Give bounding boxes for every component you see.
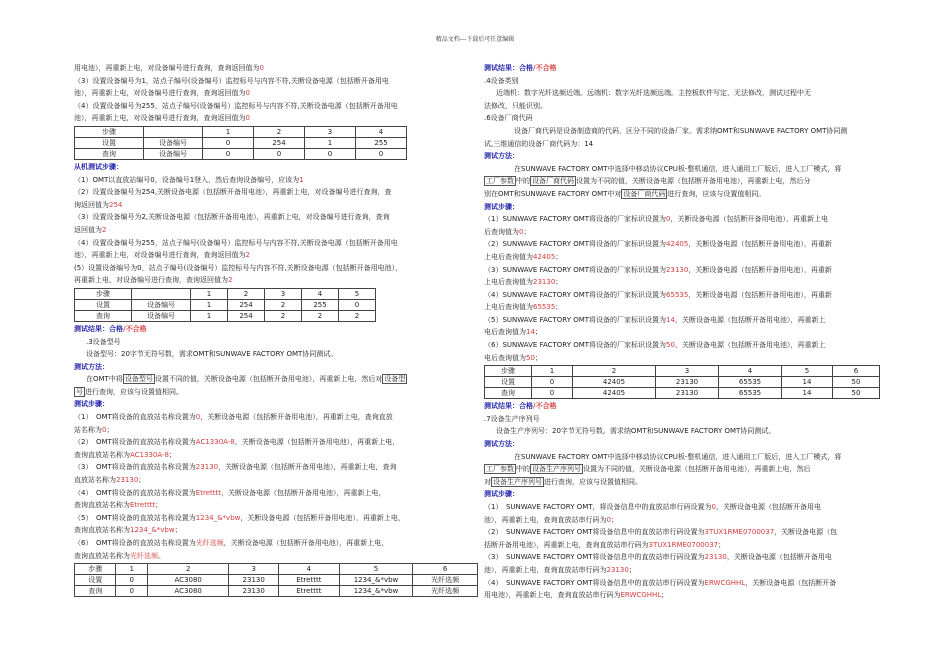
table-header-row [485, 366, 880, 377]
table-row [75, 299, 376, 310]
table-cell: 0 [116, 586, 148, 597]
paragraph-line: 设备型号：20字节无符号数，需求OMT和SUNWAVE FACTORY OMT协同测试。 [86, 350, 338, 359]
step-line: （4） OMT将设备的直放站名称设置为Etretttt，关断设备电源（包括断开备用电池），再重新上电， [74, 488, 386, 497]
table-row [75, 137, 407, 148]
step-line: 上电后查询值为42405； [484, 252, 563, 261]
paragraph-line: 池），再重新上电，对设备编号进行查询，查询返回值为0 [74, 89, 250, 98]
table-row [485, 377, 880, 388]
step-line: （3）SUNWAVE FACTORY OMT将设备的厂家标识设置为23130，关断设备电源（包括断开备用电池），再重新 [484, 265, 832, 274]
table-cell: 1 [191, 299, 228, 310]
table-cell: 3 [265, 288, 302, 299]
paragraph-line: （1）OMT以直放站编号0，设备编号1登入，然后查询设备编号，应该为1 [74, 175, 304, 184]
table-cell: 14 [782, 377, 833, 388]
table-cell: 254 [228, 310, 265, 321]
device-number-table [74, 126, 407, 160]
table-cell: 4 [719, 366, 782, 377]
table-cell: 3 [656, 366, 719, 377]
paragraph-line: 池），再重新上电，对设备编号进行查询，查询返回值为0 [74, 114, 250, 123]
paragraph-line: 询返回值为254 [74, 200, 123, 209]
step-line: （1） SUNWAVE FACTORY OMT，将设备信息中的直放站串行码设置为0，关断设备电源（包括断开备用电 [484, 503, 822, 511]
table-cell: 65535 [719, 388, 782, 399]
table-cell: 查询 [75, 586, 116, 597]
step-line: （4）SUNWAVE FACTORY OMT将设备的厂家标识设置为65535，关断设备电源（包括断开备用电池），再重新 [484, 290, 832, 299]
paragraph-line: 再重新上电，对设备编号进行查询，查询返回值为2 [74, 276, 233, 285]
method-label: 测试方法： [74, 362, 109, 371]
table-cell: 65535 [719, 377, 782, 388]
steps-label: 测试步骤： [484, 202, 519, 211]
test-result: 测试结果：合格/不合格 [484, 402, 557, 411]
step-line: 站名称为0； [74, 425, 114, 434]
table-cell: 23130 [656, 388, 719, 399]
table-cell: 0 [305, 148, 356, 159]
table-cell [132, 288, 191, 299]
paragraph-line: （4）设置设备编号为255，站点子编号(设备编号）监控标号与内容不符,关断设备电源（包括断开备用电 [74, 101, 398, 110]
table-cell: 4 [302, 288, 339, 299]
paragraph-line: 在SUNWAVE FACTORY OMT中选择中移动协议CPU板-整机通信，进入通用工厂版后，进入工厂模式，将 [514, 452, 842, 461]
table-cell: 查询 [75, 148, 144, 159]
table-cell: 5 [339, 288, 376, 299]
left-column [74, 62, 478, 598]
paragraph-line: 工厂参数 中的 设备生产序列号 设置为不同的值，关断设备电源（包括断开备用电池），再重新上电，然后 [486, 465, 811, 474]
step-line: 括断开备用电池），再重新上电，查询直放站串行码为3TUX1RME0700037； [484, 540, 726, 549]
page-header: 精品文档---下载后可任意编辑 [435, 36, 515, 43]
step-line: （5） OMT将设备的直放站名称设置为1234_&*vbw，关断设备电源（包括断开备用电池），再重新上电， [74, 513, 405, 522]
paragraph-line: 法修改，只能识别。 [484, 101, 547, 110]
step-line: （4） SUNWAVE FACTORY OMT将设备信息中的直放站串行码设置为ERWCGHHL，关断设备电源（包括断开备 [484, 578, 837, 587]
table-cell: 14 [782, 388, 833, 399]
table-cell: 0 [254, 148, 305, 159]
step-line: 查询直放站名称为AC1330A-8； [74, 450, 176, 459]
table-cell: 42405 [573, 377, 656, 388]
table-cell [144, 126, 203, 137]
table-cell: 4 [278, 564, 339, 575]
table-cell: Etretttt [278, 586, 339, 597]
step-line: （6）SUNWAVE FACTORY OMT将设备的厂家标识设置为50，关断设备电源（包括断开备用电池），再重新上 [484, 341, 826, 350]
table-cell: 0 [532, 377, 573, 388]
table-cell: 0 [356, 148, 407, 159]
step-line: 上电后查询值为23130； [484, 278, 563, 287]
step-line: （3） OMT将设备的直放站名称设置为23130，关断设备电源（包括断开备用电池），再重新上电，查询 [74, 463, 397, 472]
table-header-row [75, 564, 478, 575]
steps-label: 测试步骤： [484, 490, 519, 499]
table-cell: 2 [302, 310, 339, 321]
step-line: （2）SUNWAVE FACTORY OMT将设备的厂家标识设置为42405，关断设备电源（包括断开备用电池），再重新 [484, 240, 832, 249]
table-cell: 1 [191, 310, 228, 321]
table-cell: 设备编号 [132, 310, 191, 321]
step-line: 电后查询值为14； [484, 328, 542, 337]
table-cell: 1 [191, 288, 228, 299]
table-cell: 23130 [229, 575, 278, 586]
table-row [75, 575, 478, 586]
table-cell: 3 [229, 564, 278, 575]
right-column [484, 62, 884, 602]
paragraph-line: 设备厂商代码是设备制造商的代码，区分不同的设备厂家。需求纳OMT和SUNWAVE FACTORY OMT协同测 [514, 126, 848, 135]
table-cell: 1 [305, 137, 356, 148]
manufacturer-code-table [484, 365, 880, 399]
table-header-row [75, 288, 376, 299]
table-row [75, 310, 376, 321]
table-cell: 23130 [656, 377, 719, 388]
table-row [75, 586, 478, 597]
table-cell: 1234_&*vbw [339, 586, 412, 597]
method-label: 测试方法： [484, 440, 519, 449]
paragraph-line: 池），再重新上电，对设备编号进行查询，查询返回值为2 [74, 251, 250, 260]
table-cell: 6 [413, 564, 478, 575]
table-cell: 254 [254, 137, 305, 148]
paragraph-line: 近端机：数字光纤选频近端。远端机：数字光纤选频远端。主控板软件写定，无法修改，测试过程中无 [496, 89, 811, 98]
table-cell: 0 [532, 388, 573, 399]
table-cell: 1 [203, 126, 254, 137]
section-title: .6设备厂商代码 [484, 114, 533, 123]
paragraph-line: 号 进行查询，应该与设置值相同。 [76, 387, 183, 396]
table-cell: 光纤选频 [413, 586, 478, 597]
step-line: 查询直放站名称为1234_&*vbw； [74, 526, 182, 535]
table-cell: 查询 [485, 388, 532, 399]
paragraph-line: 对 设备生产序列号 进行查询，应该与设置值相同。 [484, 477, 642, 486]
table-cell: 0 [339, 299, 376, 310]
paragraph-line: 试,三维通信的设备厂商代码为：14 [484, 139, 594, 148]
table-cell: 1234_&*vbw [339, 575, 412, 586]
table-cell: 3 [305, 126, 356, 137]
step-line: 后查询值为0； [484, 227, 531, 236]
paragraph-line: （2）设置设备编号为254,关断设备电源（包括断开备用电池），再重新上电，对设备编号进行查询，查 [74, 188, 392, 197]
table-cell: 50 [833, 388, 880, 399]
table-cell: 4 [356, 126, 407, 137]
table-cell: 5 [339, 564, 412, 575]
table-cell: 设备编号 [144, 148, 203, 159]
table-cell: 步骤 [75, 288, 132, 299]
paragraph-line: 在SUNWAVE FACTORY OMT中选择中移动协议CPU板-整机通信，进入通用工厂版后，进入工厂模式，将 [514, 164, 842, 173]
table-header-row [75, 126, 407, 137]
table-cell: 6 [833, 366, 880, 377]
step-line: （6） OMT将设备的直放站名称设置为光纤选频，关断设备电源（包括断开备用电池），再重新上电， [74, 539, 389, 547]
table-cell: 2 [339, 310, 376, 321]
table-cell: 设备编号 [144, 137, 203, 148]
paragraph-line: （3）设置设备编号为1，站点子编号(设备编号）监控标号与内容不符,关断设备电源（包括断开备用电 [74, 76, 389, 85]
table-cell: 23130 [229, 586, 278, 597]
step-line: 电后查询值为50； [484, 353, 542, 362]
table-cell: 设置 [75, 137, 144, 148]
section-title: .4设备类别 [484, 76, 519, 85]
step-line: 查询直放站名称为光纤选频。 [74, 551, 165, 560]
table-cell: 1 [532, 366, 573, 377]
paragraph-line: 返回值为2 [74, 225, 107, 234]
table-cell: 设备编号 [132, 299, 191, 310]
step-line: 用电池），再重新上电，查询直放站串行码为ERWCGHHL； [484, 591, 669, 600]
test-result: 测试结果：合格/不合格 [74, 324, 147, 333]
method-label: 测试方法： [484, 152, 519, 161]
paragraph-line: 用电池），再重新上电，对设备编号进行查询，查询返回值为0 [74, 64, 264, 72]
table-cell: 2 [147, 564, 228, 575]
step-line: 查询直放站名称为Etretttt； [74, 501, 163, 510]
paragraph-line: 别在OMT和SUNWAVE FACTORY OMT中对 设备厂商代码 进行查询，应该与设置值相同。 [484, 189, 766, 198]
table-cell: 步骤 [75, 564, 116, 575]
device-model-table [74, 563, 478, 597]
table-cell: 步骤 [485, 366, 532, 377]
step-line: 池），再重新上电，查询直放站串行码为23130； [484, 565, 636, 574]
paragraph-line: 在OMT中将 设备型号 设置不同的值，关断设备电源（包括断开备用电池），再重新上电，然后对 设备型 [86, 375, 406, 384]
table-cell: 1 [116, 564, 148, 575]
paragraph-line: （4）设置设备编号为255，站点子编号(设备编号）监控标号与内容不符,关断设备电源（包括断开备用电 [74, 238, 398, 247]
table-cell: 0 [203, 137, 254, 148]
section-heading: 从机测试步骤： [74, 162, 123, 171]
table-cell: 0 [203, 148, 254, 159]
table-cell: 设置 [75, 575, 116, 586]
step-line: （1） OMT将设备的直放站名称设置为0，关断设备电源（包括断开备用电池），再重新上电，查询直放 [74, 413, 393, 422]
table-cell: Etretttt [278, 575, 339, 586]
table-cell: 查询 [75, 310, 132, 321]
step-line: 直放站名称为23130； [74, 476, 146, 485]
step-line: 池），再重新上电，查询直放站串行码为0； [484, 515, 618, 524]
step-line: （3） SUNWAVE FACTORY OMT将设备信息中的直放站串行码设置为23130，关断设备电源（包括断开备用电 [484, 553, 832, 562]
table-cell: 2 [573, 366, 656, 377]
table-row [75, 148, 407, 159]
step-line: （5）SUNWAVE FACTORY OMT将设备的厂家标识设置为14，关断设备电源（包括断开备用电池），再重新上 [484, 315, 826, 324]
step-line: （1）SUNWAVE FACTORY OMT将设备的厂家标识设置为0，关断设备电源（包括断开备用电池），再重新上电 [484, 215, 829, 224]
table-cell: 2 [228, 288, 265, 299]
table-cell: 255 [302, 299, 339, 310]
test-result: 测试结果：合格/不合格 [484, 64, 557, 72]
table-cell: 42405 [573, 388, 656, 399]
table-row [485, 388, 880, 399]
table-cell: AC3080 [147, 575, 228, 586]
section-title: .3设备型号 [86, 337, 121, 346]
paragraph-line: 设备生产序列号：20字节无符号数。需求纳OMT和SUNWAVE FACTORY OMT协同测试。 [496, 427, 776, 436]
step-line: 上电后查询值为65535； [484, 303, 563, 312]
steps-label: 测试步骤： [74, 400, 109, 409]
paragraph-line: （3）设置设备编号为2,关断设备电源（包括断开备用电池），再重新上电，对设备编号进行查询，查询 [74, 213, 390, 222]
paragraph-line: (5）设置设备编号为0，站点子编号(设备编号）监控标号与内容不符,关断设备电源（包括断开备用电池）， [74, 263, 403, 272]
table-cell: 2 [265, 299, 302, 310]
table-cell: 2 [254, 126, 305, 137]
table-cell: 步骤 [75, 126, 144, 137]
table-cell: 50 [833, 377, 880, 388]
table-cell: 设置 [485, 377, 532, 388]
table-cell: 255 [356, 137, 407, 148]
step-line: （2） OMT将设备的直放站名称设置为AC1330A-8，关断设备电源（包括断开备用电池），再重新上电， [74, 438, 400, 447]
slave-number-table [74, 288, 376, 322]
table-cell: AC3080 [147, 586, 228, 597]
step-line: （2） SUNWAVE FACTORY OMT将设备信息中的直放站串行码设置为3TUX1RME0700037，关断设备电源（包 [484, 528, 838, 537]
table-cell: 0 [116, 575, 148, 586]
paragraph-line: 工厂参数 中的 设备厂商代码 设置为不同的值，关断设备电源（包括断开备用电池），再重新上电，然后分 [486, 177, 811, 186]
table-cell: 光纤选频 [413, 575, 478, 586]
section-title: .7设备生产序列号 [484, 414, 540, 423]
table-cell: 254 [228, 299, 265, 310]
table-cell: 设置 [75, 299, 132, 310]
table-cell: 5 [782, 366, 833, 377]
table-cell: 2 [265, 310, 302, 321]
